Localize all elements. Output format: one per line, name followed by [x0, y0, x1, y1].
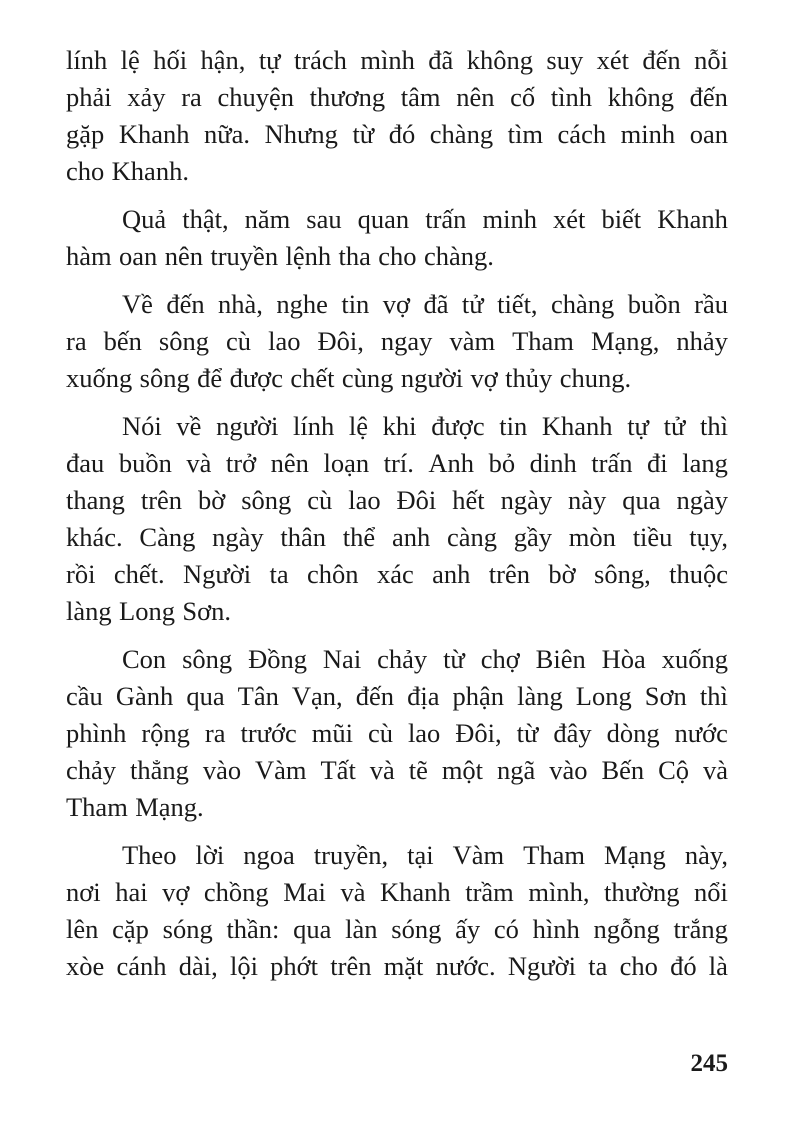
word: chết. [113, 559, 165, 589]
text-line [66, 482, 728, 519]
word: nhà, [218, 289, 263, 319]
word: khi [382, 411, 417, 441]
word: đau [66, 448, 105, 478]
word: phớt [270, 951, 319, 981]
word: chuyện [217, 82, 294, 112]
word: Cộ [658, 755, 690, 785]
word: thì [699, 681, 728, 711]
word: Tham [66, 792, 128, 822]
word: bờ [197, 485, 226, 515]
word: trí. [383, 448, 414, 478]
word: Anh [428, 448, 475, 478]
word: truyền [210, 241, 279, 271]
text-line [66, 948, 728, 985]
word: tình [550, 82, 593, 112]
word: ngay [380, 326, 433, 356]
word: từ [443, 644, 465, 674]
word: nơi [66, 877, 101, 907]
word: trở [225, 448, 257, 478]
word: mặt [383, 951, 424, 981]
word: xòe [66, 951, 105, 981]
word: suy [546, 45, 584, 75]
word: hối [153, 45, 188, 75]
word: đã [428, 45, 454, 75]
word: được [229, 363, 283, 393]
word: quan [357, 204, 410, 234]
word: nên [270, 448, 309, 478]
word: là [708, 951, 728, 981]
word: tìm [507, 119, 543, 149]
word: Biên [535, 644, 586, 674]
word: sông [182, 644, 233, 674]
word: sông [158, 326, 209, 356]
word: đến [689, 82, 728, 112]
text-line [66, 116, 728, 153]
word: ta [269, 559, 289, 589]
word: lời [195, 840, 225, 870]
word: thường [604, 877, 680, 907]
word: chàng [551, 289, 615, 319]
word: thể [342, 522, 376, 552]
word: oan [689, 119, 728, 149]
word: lính [292, 411, 335, 441]
word: có [493, 914, 519, 944]
word: thang [66, 485, 125, 515]
word: hết [452, 485, 485, 515]
word: phận [452, 681, 505, 711]
word: anh [391, 522, 431, 552]
word: đến [642, 45, 681, 75]
word: Người [182, 559, 252, 589]
word: khác. [66, 522, 123, 552]
word: Hòa [601, 644, 646, 674]
word: xác [376, 559, 414, 589]
word: làng [517, 681, 563, 711]
word: Đôi [396, 485, 437, 515]
word: tụy, [689, 522, 728, 552]
word: sông, [594, 559, 651, 589]
word: Quả [122, 204, 167, 234]
text-line [66, 519, 728, 556]
word: chung. [559, 363, 632, 393]
word: tin [499, 411, 528, 441]
paragraph-gap [66, 630, 728, 641]
word: không [466, 45, 533, 75]
word: oan [119, 241, 158, 271]
word: Đôi, [455, 718, 502, 748]
word: trước [240, 718, 297, 748]
word: trấn [425, 204, 467, 234]
text-line [66, 874, 728, 911]
paragraph [66, 42, 728, 190]
word: dài, [178, 951, 218, 981]
word: lệ [348, 411, 368, 441]
word: phình [66, 718, 127, 748]
word: trấn [591, 448, 633, 478]
word: Tham [523, 840, 585, 870]
word: chàng [429, 119, 494, 149]
word: biết [601, 204, 642, 234]
word: bờ [548, 559, 576, 589]
word: ta [588, 951, 608, 981]
word: truyền, [313, 840, 389, 870]
word: chôn [307, 559, 359, 589]
word: lính [66, 45, 108, 75]
word: cánh [116, 951, 167, 981]
word: Người [507, 951, 577, 981]
word: qua [186, 681, 225, 711]
word: này, [684, 840, 728, 870]
word: tiều [632, 522, 673, 552]
word: trên [330, 951, 372, 981]
word: ngỗng [593, 914, 660, 944]
word: chợ [480, 644, 520, 674]
word: chết [290, 363, 335, 393]
word: chồng [203, 877, 269, 907]
word: ngoa [243, 840, 295, 870]
word: sông [139, 363, 190, 393]
word: từ [352, 119, 375, 149]
word: thật, [182, 204, 229, 234]
word: hai [115, 877, 148, 907]
word: gặp [66, 119, 105, 149]
word: Long [119, 596, 175, 626]
word: thẳng [129, 755, 189, 785]
word: cho [66, 156, 105, 186]
word: được [431, 411, 485, 441]
word: tha [338, 241, 371, 271]
paragraph-gap [66, 397, 728, 408]
word: cù [226, 326, 252, 356]
word: tin [341, 289, 370, 319]
word: tại [407, 840, 434, 870]
word: dinh [529, 448, 577, 478]
word: lội [229, 951, 258, 981]
text-line [66, 678, 728, 715]
paragraph-gap [66, 826, 728, 837]
paragraph [66, 201, 728, 275]
word: thương [309, 82, 386, 112]
page-number: 245 [690, 1050, 728, 1077]
word: ấy [455, 914, 481, 944]
word: đi [647, 448, 668, 478]
word: Mạng. [135, 792, 204, 822]
word: buồn [627, 289, 681, 319]
word: một [441, 755, 484, 785]
word: Tất [320, 755, 356, 785]
word: vợ [382, 289, 411, 319]
word: sông [241, 485, 292, 515]
word: dòng [606, 718, 660, 748]
word: Khanh [541, 411, 613, 441]
word: gầy [513, 522, 553, 552]
text-line [66, 556, 728, 593]
word: cặp [112, 914, 149, 944]
word: vợ [470, 363, 498, 393]
word: trắng [673, 914, 728, 944]
text-line [66, 593, 728, 630]
word: Khanh [657, 204, 728, 234]
word: sóng [162, 914, 213, 944]
word: lệnh [285, 241, 332, 271]
word: Về [122, 289, 153, 319]
word: minh [620, 119, 676, 149]
word: đến [166, 289, 205, 319]
word: Con [122, 644, 167, 674]
word: nên [164, 241, 203, 271]
word: năm [244, 204, 291, 234]
word: xuống [661, 644, 728, 674]
word: người [216, 411, 279, 441]
word: thuộc [669, 559, 728, 589]
word: để [197, 363, 223, 393]
text-line [66, 408, 728, 445]
word: tẽ [408, 755, 428, 785]
word: cù [367, 718, 393, 748]
word: Long [575, 681, 632, 711]
word: lao [407, 718, 441, 748]
word: này [568, 485, 607, 515]
word: Vàm [452, 840, 505, 870]
paragraph [66, 286, 728, 397]
word: Tham [512, 326, 574, 356]
word: Mai [283, 877, 326, 907]
word: Gành [115, 681, 174, 711]
word: sóng [391, 914, 442, 944]
paragraph [66, 641, 728, 826]
word: tâm [400, 82, 441, 112]
word: lên [66, 914, 99, 944]
word: thân [280, 522, 327, 552]
text-line [66, 641, 728, 678]
text-line [66, 79, 728, 116]
word: Sơn [644, 681, 687, 711]
word: nước. [435, 951, 496, 981]
word: Nói [122, 411, 162, 441]
word: ngày [212, 522, 264, 552]
word: Nhưng [264, 119, 338, 149]
word: Khanh [118, 119, 190, 149]
word: ra [204, 718, 226, 748]
word: cùng [341, 363, 394, 393]
word: vào [549, 755, 588, 785]
word: vào [202, 755, 242, 785]
text-line [66, 323, 728, 360]
text-line [66, 911, 728, 948]
word: rộng [141, 718, 190, 748]
word: không [607, 82, 674, 112]
word: ngày [500, 485, 553, 515]
word: lang [682, 448, 728, 478]
word: cầu [66, 681, 103, 711]
word: hình [532, 914, 580, 944]
word: lệ [120, 45, 140, 75]
word: hàm [66, 241, 112, 271]
text-line [66, 715, 728, 752]
word: thủy [505, 363, 553, 393]
paragraph [66, 408, 728, 630]
paragraph-gap [66, 275, 728, 286]
word: ngã [497, 755, 536, 785]
word: tự [627, 411, 649, 441]
text-line [66, 238, 728, 275]
word: cù [307, 485, 333, 515]
word: anh [432, 559, 471, 589]
word: Sơn. [182, 596, 232, 626]
word: người [400, 363, 464, 393]
word: mình [360, 45, 415, 75]
text-line [66, 286, 728, 323]
word: địa [407, 681, 440, 711]
word: đây [553, 718, 592, 748]
word: nên [456, 82, 495, 112]
text-line [66, 42, 728, 79]
text-line [66, 360, 728, 397]
word: trên [488, 559, 530, 589]
word: và [702, 755, 728, 785]
word: lao [268, 326, 301, 356]
word: nước [674, 718, 728, 748]
word: nữa. [204, 119, 251, 149]
word: hận, [200, 45, 246, 75]
word: ra [66, 326, 87, 356]
word: chảy [377, 644, 428, 674]
word: rầu [694, 289, 728, 319]
word: tiết, [497, 289, 538, 319]
word: nổi [694, 877, 728, 907]
word: mình, [528, 877, 590, 907]
text-line [66, 752, 728, 789]
text-line [66, 445, 728, 482]
word: xét [553, 204, 586, 234]
word: xuống [66, 363, 133, 393]
word: mũi [311, 718, 353, 748]
word: Càng [139, 522, 196, 552]
word: thì [699, 411, 728, 441]
word: đến [355, 681, 395, 711]
word: thần: [226, 914, 280, 944]
word: chảy [66, 755, 117, 785]
word: ra [181, 82, 202, 112]
word: Vạn, [291, 681, 343, 711]
word: nỗi [694, 45, 728, 75]
word: Nai [322, 644, 362, 674]
word: cố [510, 82, 536, 112]
word: làng [66, 596, 112, 626]
word: chàng. [423, 241, 494, 271]
paragraph-gap [66, 190, 728, 201]
text-line [66, 837, 728, 874]
word: xảy [127, 82, 166, 112]
word: đó [388, 119, 416, 149]
paragraph [66, 837, 728, 985]
word: xét [596, 45, 629, 75]
word: bến [103, 326, 142, 356]
word: đã [423, 289, 449, 319]
word: và [369, 755, 395, 785]
word: nhảy [676, 326, 728, 356]
word: Khanh. [111, 156, 189, 186]
text-line [66, 153, 728, 190]
word: trách [293, 45, 347, 75]
word: bỏ [488, 448, 516, 478]
word: và [340, 877, 366, 907]
word: tử [663, 411, 686, 441]
text-line [66, 789, 728, 826]
word: Tân [237, 681, 279, 711]
word: trầm [465, 877, 514, 907]
word: phải [66, 82, 112, 112]
word: Đồng [248, 644, 307, 674]
word: Mạng, [590, 326, 660, 356]
word: cho [378, 241, 417, 271]
word: Theo [122, 840, 177, 870]
word: qua [293, 914, 332, 944]
word: từ [516, 718, 539, 748]
word: Đôi, [317, 326, 364, 356]
word: tử [461, 289, 484, 319]
word: vợ [162, 877, 190, 907]
word: tự [258, 45, 281, 75]
word: cách [557, 119, 607, 149]
page-body [66, 42, 728, 985]
word: lao [348, 485, 381, 515]
word: càng [446, 522, 497, 552]
word: Mạng [603, 840, 666, 870]
word: làn [345, 914, 378, 944]
word: trên [140, 485, 183, 515]
text-line [66, 201, 728, 238]
word: vàm [449, 326, 496, 356]
word: qua [622, 485, 661, 515]
word: minh [482, 204, 537, 234]
word: đó [670, 951, 697, 981]
word: và [186, 448, 212, 478]
word: ngày [676, 485, 728, 515]
word: buồn [118, 448, 172, 478]
word: Vàm [255, 755, 307, 785]
word: rồi [66, 559, 96, 589]
word: sau [306, 204, 342, 234]
word: Khanh [380, 877, 451, 907]
word: cho [619, 951, 658, 981]
word: Bến [601, 755, 645, 785]
word: mòn [568, 522, 616, 552]
word: loạn [323, 448, 370, 478]
word: về [176, 411, 202, 441]
word: nghe [276, 289, 328, 319]
